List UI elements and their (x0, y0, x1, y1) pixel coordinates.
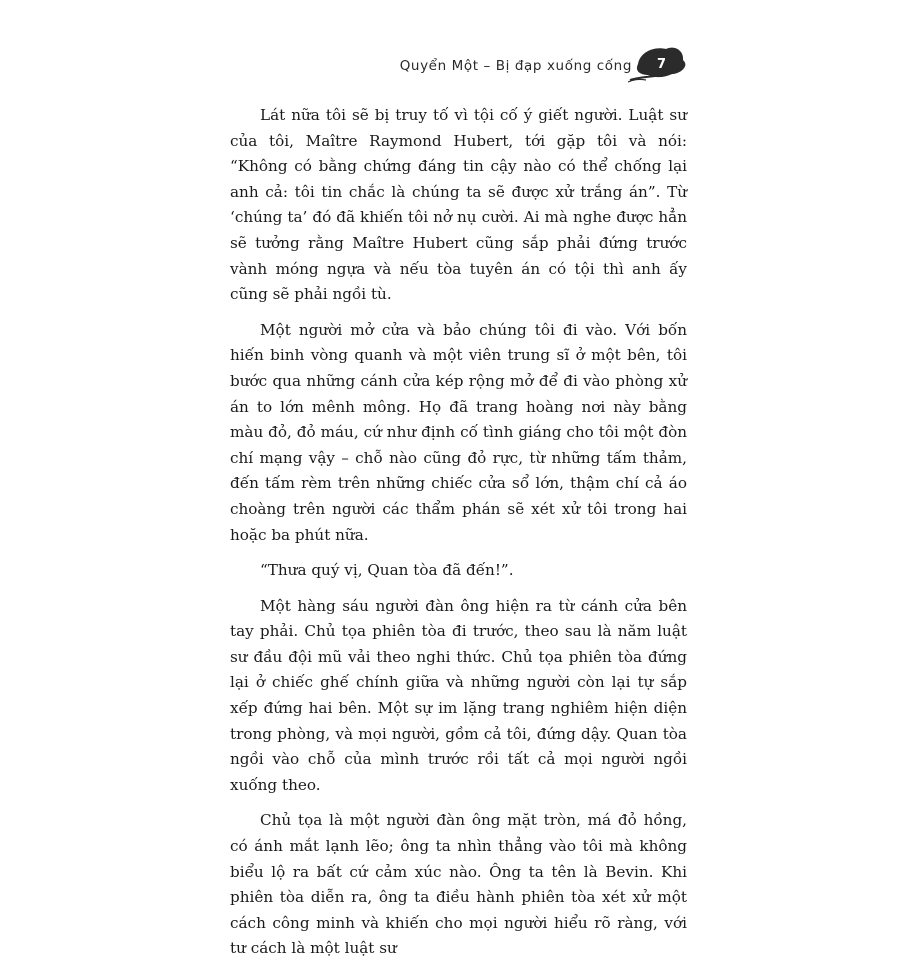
paragraph: Một hàng sáu người đàn ông hiện ra từ cánh cửa bên tay phải. Chủ tọa phiên tòa đi trước, theo sau là năm luật sư đầu đội mũ vải theo nghi thức. Chủ tọa phiên tòa đứng lại ở chiếc ghế chính giữa và những người còn lại tự sắp xếp đứng hai bên. Một sự im lặng trang nghiêm hiện diện trong phòng, và mọi người, gồm cả tôi, đứng dậy. Quan tòa ngồi vào chỗ của mình trước rồi tất cả mọi người ngồi xuống theo. (230, 596, 687, 794)
paragraph: Chủ tọa là một người đàn ông mặt tròn, má đỏ hồng, có ánh mắt lạnh lẽo; ông ta nhìn thẳng vào tôi mà không biểu lộ ra bất cứ cảm xúc nào. Ông ta tên là Bevin. Khi phiên tòa diễn ra, ông ta điều hành phiên tòa xét xử một cách công minh và khiến cho mọi người hiểu rõ ràng, với tư cách là một luật sư (230, 811, 687, 958)
paragraph: Một người mở cửa và bảo chúng tôi đi vào. Với bốn hiến binh vòng quanh và một viên trung sĩ ở một bên, tôi bước qua những cánh cửa kép rộng mở để đi vào phòng xử án to lớn mênh mông. Họ đã trang hoàng nơi này bằng màu đỏ, đỏ máu, cứ như định cố tình giáng cho tôi một đòn chí mạng vậy – chỗ nào cũng đỏ rực, từ những tấm thảm, đến tấm rèm trên những chiếc cửa sổ lớn, thậm chí cả áo choàng trên người các thẩm phán sẽ xét xử tôi trong hai hoặc ba phút nữa. (230, 320, 687, 544)
body-text (230, 103, 687, 972)
paragraph: “Thưa quý vị, Quan tòa đã đến!”. (260, 561, 514, 580)
chapter-title: Quyển Một – Bị đạp xuống cống (399, 58, 632, 74)
page-number: 7 (656, 57, 666, 72)
paragraph: Lát nữa tôi sẽ bị truy tố vì tội cố ý giết người. Luật sư của tôi, Maître Raymond Hubert, tới gặp tôi và nói: “Không có bằng chứng đáng tin cậy nào có thể chống lại anh cả: tôi tin chắc là chúng ta sẽ được xử trắng án”. Từ ‘chúng ta’ đó đã khiến tôi nở nụ cười. Ai mà nghe được hẳn sẽ tưởng rằng Maître Hubert cũng sắp phải đứng trước vành móng ngựa và nếu tòa tuyên án có tội thì anh ấy cũng sẽ phải ngồi tù. (230, 106, 687, 304)
running-header (230, 50, 690, 90)
